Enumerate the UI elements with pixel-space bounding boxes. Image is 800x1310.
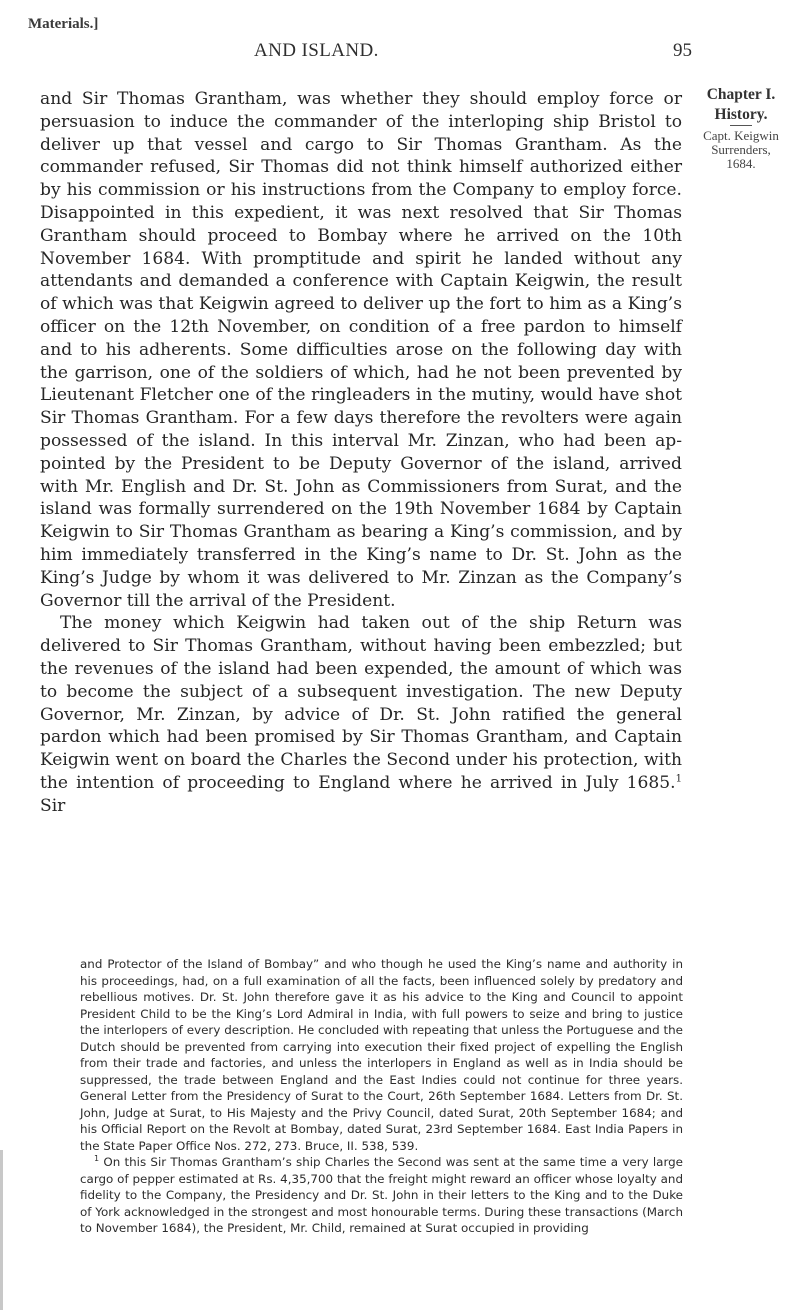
page-number: 95 [673,40,692,61]
footnote-1 [80,1154,683,1237]
margin-subtitle-line: Capt. Keigwin [703,128,779,143]
margin-rule [730,125,752,126]
paragraph [40,88,682,612]
paragraph [40,612,682,817]
footnote-marker: 1 [94,1154,100,1164]
paragraph-text: The money which Keigwin had taken out of the ship Return was delivered to Sir Thomas Grantham, without having been embezzled; but the revenues of the island had been expended, the amount of which was to become the subject of a subsequent investigation. The new Deputy Governor, Mr. Zinzan, by advice of Dr. St. John ratified the general pardon which had been promised by Sir Thomas Grantham, and Captain Keigwin went on board the Charles the Second under his protection, with the intention of proceeding to England where he arrived in July 1685. [40,613,682,793]
margin-note [688,86,794,171]
footnotes [80,956,683,1237]
paragraph-tail: Sir [40,795,66,816]
paragraph-text: and Sir Thomas Grantham, was whether they should employ force or persuasion to induce the commander of the interloping ship Bristol to deliver up that vessel and cargo to Sir Thomas Grantham. As the commander refused, Sir Thomas did not think himself authorized either by his commission or his instructions from the Company to employ force. Disappointed in this expedient, it was next resolved that Sir Thomas Grantham should proceed to Bombay where he arrived on the 10th November 1684. With promptitude and spirit he landed without any attendants and demanded a conference with Captain Keigwin, the result of which was that Keigwin agreed to deliver up the fort to him as a King’s officer on the 12th November, on condition of a free pardon to himself and to his adherents. Some difficulties arose on the following day with the garrison, one of the soldiers of which, had he not been prevented by Lieutenant Fletcher one of the ringleaders in the mutiny, would have shot Sir Thomas Grantham. For a few days therefore the revolters were again possessed of the island. In this interval Mr. Zinzan, who had been appointed by the President to be Deputy Governor of the island, arrived with Mr. English and Dr. St. John as Commissioners from Surat, and the island was formally surrendered on the 19th November 1684 by Captain Keigwin to Sir Thomas Grantham as bearing a King’s commission, and by him immediately transferred in the King’s name to Dr. St. John as the King’s Judge by whom it was delivered to Mr. Zinzan as the Company’s Governor till the arrival of the President. [40,89,682,611]
margin-subtitle-line: Surrenders, [711,142,771,157]
footnote-reference: 1 [675,773,682,785]
scan-edge [0,1150,3,1310]
margin-section: History. [714,106,768,123]
footnote-text: On this Sir Thomas Grantham’s ship Charles the Second was sent at the same time a very large cargo of pepper estimated at Rs. 4,35,700 that the freight might reward an officer whose loyalty and fidelity to the Company, the Presidency and Dr. St. John in their letters to the King and to the Duke of York acknowledged in the strongest and most honourable terms. During these transactions (March to November 1684), the President, Mr. Child, remained at Surat occupied in providing [80,1155,683,1235]
running-kicker: Materials.] [28,16,99,32]
margin-chapter: Chapter I. [706,86,776,103]
margin-subtitle-line: 1684. [726,156,756,171]
footnote-continued: and Protector of the Island of Bombay” and who though he used the King’s name and authority in his proceedings, had, on a full examination of all the facts, been influenced solely by predatory and rebellious motives. Dr. St. John therefore gave it as his advice to the King and Council to appoint President Child to be the King’s Lord Admiral in India, with full powers to seize and bring to justice the interlopers of every description. He concluded with repeating that unless the Portuguese and the Dutch should be prevented from carrying into execution their fixed project of expelling the English from their trade and factories, and unless the interlopers in England as well as in India should be suppressed, the trade between England and the East Indies could not continue for three years. General Letter from the Presidency of Surat to the Court, 26th September 1684. Letters from Dr. St. John, Judge at Surat, to His Majesty and the Privy Council, dated Surat, 20th September 1684; and his Official Report on the Revolt at Bombay, dated Surat, 23rd September 1684. East India Papers in the State Paper Office Nos. 272, 273. Bruce, II. 538, 539. [80,957,683,1153]
running-title: AND ISLAND. [254,40,379,61]
main-text [40,88,682,818]
margin-subtitle [688,129,794,171]
